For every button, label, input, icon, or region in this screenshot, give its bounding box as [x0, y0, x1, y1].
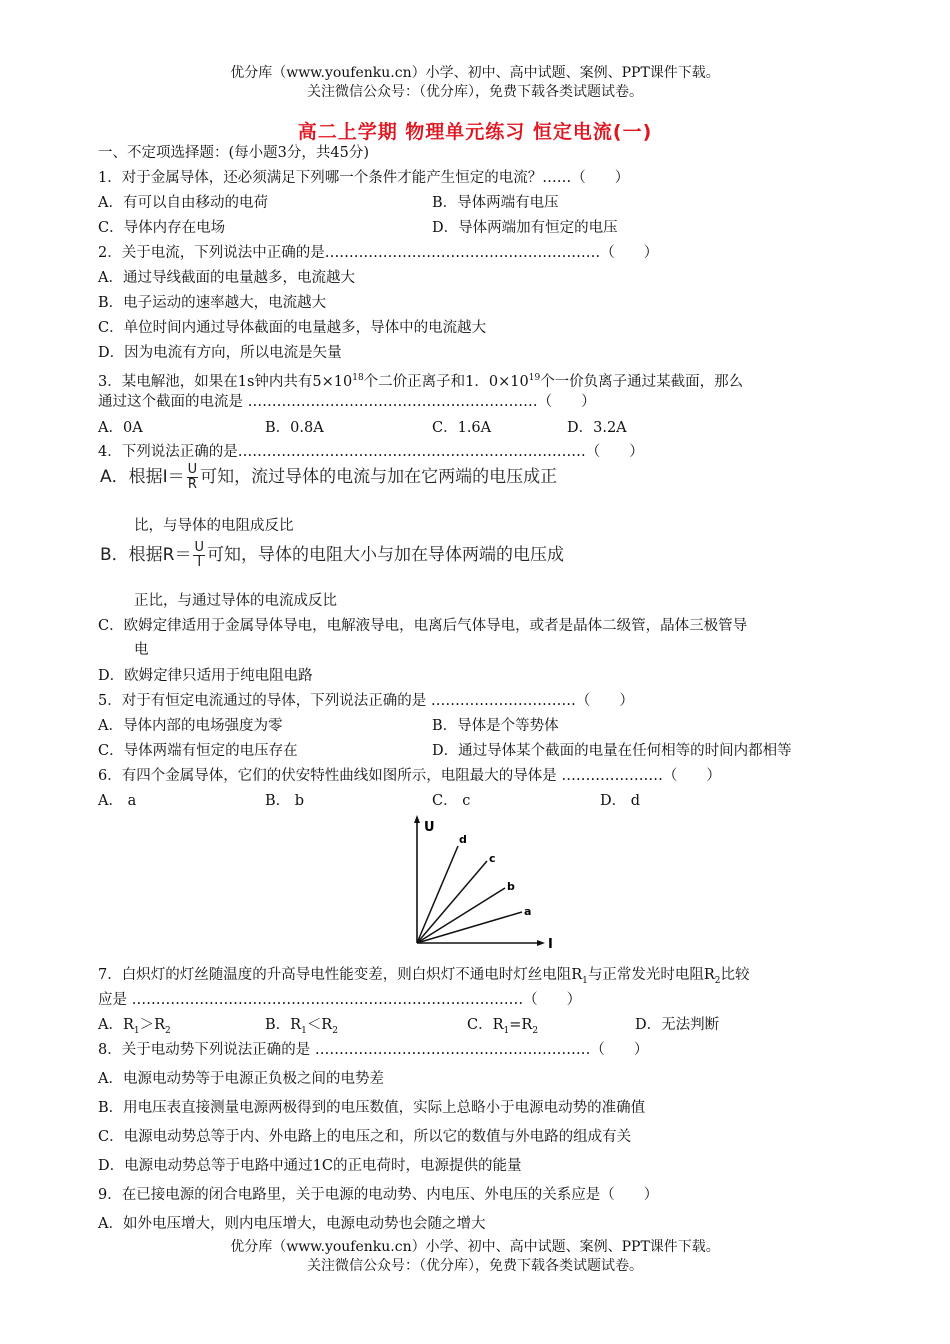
q4-option-c-cont: 电: [134, 642, 149, 658]
q2-option-d: D．因为电流有方向，所以电流是矢量: [98, 345, 342, 361]
q6-option-d: D． d: [600, 793, 641, 809]
q4-option-b-cont: 正比，与通过导体的电流成反比: [134, 593, 337, 609]
fraction-u-over-r: $\frac{U}{R}$: [187, 461, 198, 492]
q2-option-b: B．电子运动的速率越大，电流越大: [98, 295, 327, 311]
section-heading: 一、不定项选择题：(每小题3分，共45分): [98, 145, 369, 161]
line-c: [417, 861, 487, 943]
i-axis-arrow: [537, 940, 545, 946]
q7-option-d: D．无法判断: [635, 1017, 720, 1033]
q8-stem: 8．关于电动势下列说法正确的是 …………………………………………………（ ）: [98, 1042, 649, 1058]
fraction-u-over-i: $\frac{U}{I}$: [194, 539, 204, 570]
q2-option-a: A．通过导线截面的电量越多，电流越大: [98, 270, 355, 286]
q5-option-c: C．导体两端有恒定的电压存在: [98, 743, 298, 759]
q5-option-a: A．导体内部的电场强度为零: [98, 718, 283, 734]
q3-option-b: B．0.8A: [265, 420, 324, 436]
q3-option-d: D．3.2A: [567, 420, 627, 436]
q3-option-a: A．0A: [98, 420, 143, 436]
q1-option-b: B．导体两端有电压: [432, 195, 559, 211]
q3-stem-cont: 通过这个截面的电流是 ……………………………………………………（ ）: [98, 394, 596, 410]
q7-option-b: B．$R_1<R_2$: [265, 1017, 338, 1036]
q4-option-a: A．根据I＝ $\frac{U}{R}$ 可知，流过导体的电流与加在它两端的电压成正: [100, 461, 558, 492]
q3-option-c: C．1.6A: [432, 420, 492, 436]
q6-option-c: C． c: [432, 793, 471, 809]
site-footer-line2: 关注微信公众号：（优分库），免费下载各类试题试卷。: [307, 1258, 643, 1274]
q6-option-b: B． b: [265, 793, 305, 809]
q9-stem: 9．在已接电源的闭合电路里，关于电源的电动势、内电压、外电压的关系应是（ ）: [98, 1187, 659, 1203]
q2-stem: 2．关于电流，下列说法中正确的是…………………………………………………（ ）: [98, 245, 659, 261]
q4-option-d: D．欧姆定律只适用于纯电阻电路: [98, 668, 313, 684]
q4-option-c: C．欧姆定律适用于金属导体导电，电解液导电，电离后气体导电，或者是晶体二级管，晶体三极管导: [98, 618, 748, 634]
q2-option-c: C．单位时间内通过导体截面的电量越多，导体中的电流越大: [98, 320, 487, 336]
line-b-label: b: [507, 880, 515, 893]
page-title: 高二上学期 物理单元练习 恒定电流(一): [297, 121, 653, 143]
line-a-label: a: [524, 905, 532, 918]
q1-option-c: C．导体内存在电场: [98, 220, 226, 236]
u-axis-label: U: [424, 820, 435, 835]
line-d-label: d: [459, 833, 467, 846]
q1-stem: 1．对于金属导体，还必须满足下列哪一个条件才能产生恒定的电流？……（ ）: [98, 170, 630, 186]
site-header-line2: 关注微信公众号：（优分库），免费下载各类试题试卷。: [307, 84, 643, 100]
site-header-line1: 优分库（www.youfenku.cn）小学、初中、高中试题、案例、PPT课件下载。: [230, 65, 720, 81]
q1-option-d: D．导体两端加有恒定的电压: [432, 220, 618, 236]
q8-option-b: B．用电压表直接测量电源两极得到的电压数值，实际上总略小于电源电动势的准确值: [98, 1100, 646, 1116]
q1-option-a: A．有可以自由移动的电荷: [98, 195, 268, 211]
q3-stem: 3．某电解池，如果在1s钟内共有$5\times 10^{18}$个二价正离子和1．$0\times 10^{19}$个一价负离子通过某截面，那么: [98, 373, 744, 390]
line-d: [417, 846, 458, 943]
q6-stem: 6．有四个金属导体，它们的伏安特性曲线如图所示，电阻最大的导体是 …………………（ ）: [98, 768, 721, 784]
site-footer-line1: 优分库（www.youfenku.cn）小学、初中、高中试题、案例、PPT课件下载。: [230, 1239, 720, 1255]
q8-option-d: D．电源电动势总等于电路中通过1C的正电荷时，电源提供的能量: [98, 1158, 522, 1174]
q7-stem: 7．白炽灯的灯丝随温度的升高导电性能变差，则白炽灯不通电时灯丝电阻$R_1$与正常发光时电阻$R_2$比较: [98, 967, 750, 986]
q7-option-c: C．$R_1=R_2$: [467, 1017, 539, 1036]
q9-option-a: A．如外电压增大，则内电压增大，电源电动势也会随之增大: [98, 1216, 486, 1232]
q5-stem: 5．对于有恒定电流通过的导体，下列说法正确的是 …………………………（ ）: [98, 693, 634, 709]
q6-option-a: A． a: [98, 793, 137, 809]
q8-option-a: A．电源电动势等于电源正负极之间的电势差: [98, 1071, 384, 1087]
q4-stem: 4．下列说法正确的是………………………………………………………………（ ）: [98, 444, 644, 460]
u-axis-arrow: [414, 815, 420, 823]
q7-stem-cont: 应是 ………………………………………………………………………（ ）: [98, 992, 582, 1008]
line-c-label: c: [489, 852, 496, 865]
q8-option-c: C．电源电动势总等于内、外电路上的电压之和，所以它的数值与外电路的组成有关: [98, 1129, 632, 1145]
i-axis-label: I: [548, 937, 553, 952]
line-b: [417, 888, 505, 943]
q5-option-b: B．导体是个等势体: [432, 718, 559, 734]
q5-option-d: D．通过导体某个截面的电量在任何相等的时间内都相等: [432, 743, 792, 759]
q4-option-b: B．根据R＝ $\frac{U}{I}$ 可知，导体的电阻大小与加在导体两端的电压成: [100, 539, 564, 570]
q4-option-a-cont: 比，与导体的电阻成反比: [134, 518, 294, 534]
iu-graph: [400, 815, 570, 955]
line-a: [417, 912, 522, 943]
q7-option-a: A．$R_1>R_2$: [98, 1017, 171, 1036]
